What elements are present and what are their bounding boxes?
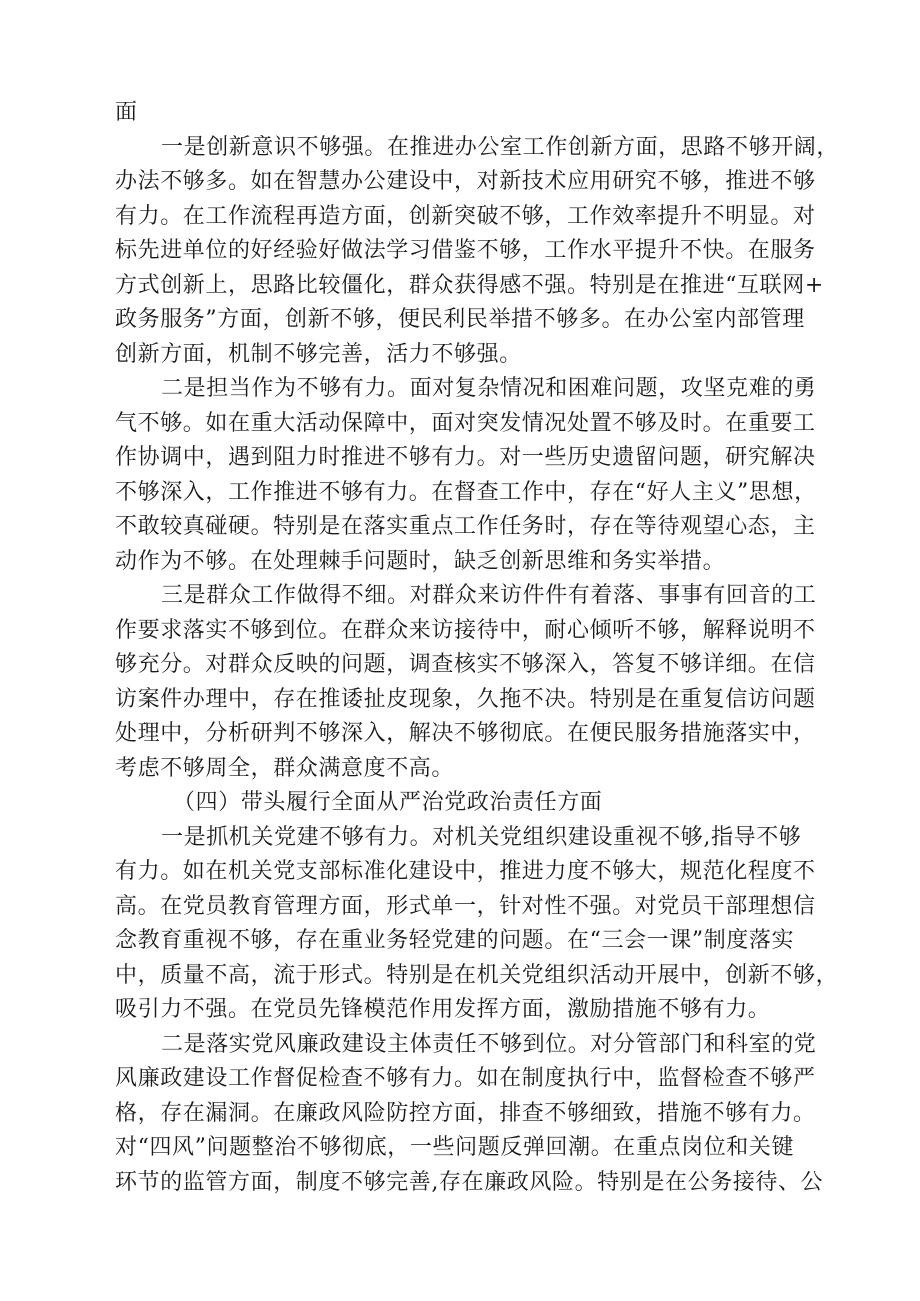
text-line: 不敢较真碰硬。特别是在落实重点工作任务时，存在等待观望心态，主: [115, 514, 816, 539]
text-line: 创新方面，机制不够完善，活力不够强。: [115, 341, 522, 367]
text-line: 一是抓机关党建不够有力。对机关党组织建设重视不够,指导不够: [161, 824, 802, 850]
text-line: 格，存在漏洞。在廉政风险防控方面，排查不够细致，措施不够有力。: [115, 1100, 816, 1126]
text-line: 中，质量不高，流于形式。特别是在机关党组织活动开展中，创新不够，: [115, 962, 839, 988]
text-line: 对“四风”问题整治不够彻底，一些问题反弹回潮。在重点岗位和关键: [115, 1135, 795, 1160]
text-line: 政务服务”方面，创新不够，便民利民举措不够多。在办公室内部管理: [115, 307, 805, 332]
text-line: 气不够。如在重大活动保障中，面对突发情况处置不够及时。在重要工: [115, 410, 816, 436]
text-line: 够充分。对群众反映的问题，调查核实不够深入，答复不够详细。在信: [115, 652, 816, 677]
text-line: 作协调中，遇到阻力时推进不够有力。对一些历史遗留问题，研究解决: [115, 445, 816, 470]
text-line: 动作为不够。在处理棘手问题时，缺乏创新思维和务实举措。: [115, 548, 726, 574]
text-line: 有力。在工作流程再造方面，创新突破不够，工作效率提升不明显。对: [115, 203, 816, 229]
text-line: 三是群众工作做得不细。对群众来访件件有着落、事事有回音的工: [161, 583, 817, 608]
text-line: 有力。如在机关党支部标准化建设中，推进力度不够大，规范化程度不: [115, 859, 816, 884]
text-line: 一是创新意识不够强。在推进办公室工作创新方面，思路不够开阔，: [161, 134, 840, 160]
text-line: 标先进单位的好经验好做法学习借鉴不够，工作水平提升不快。在服务: [115, 238, 816, 263]
text-line: 办法不够多。如在智慧办公建设中，对新技术应用研究不够，推进不够: [115, 169, 816, 194]
document-body: [115, 96, 840, 1200]
text-line: 二是担当作为不够有力。面对复杂情况和困难问题，攻坚克难的勇: [161, 376, 817, 401]
text-line: 环节的监管方面，制度不够完善,存在廉政风险。特别是在公务接待、公: [115, 1169, 824, 1195]
text-line: 作要求落实不够到位。在群众来访接待中，耐心倾听不够，解释说明不: [115, 617, 816, 643]
text-line: 方式创新上，思路比较僵化，群众获得感不强。特别是在推进“互联网+: [115, 272, 824, 298]
text-line: 高。在党员教育管理方面，形式单一，针对性不强。对党员干部理想信: [115, 893, 816, 919]
text-line: 处理中，分析研判不够深入，解决不够彻底。在便民服务措施落实中，: [115, 721, 816, 746]
text-line: 念教育重视不够，存在重业务轻党建的问题。在“三会一课”制度落实: [115, 928, 795, 953]
text-line: 风廉政建设工作督促检查不够有力。如在制度执行中，监督检查不够严: [115, 1066, 816, 1091]
text-line: 访案件办理中，存在推诿扯皮现象，久拖不决。特别是在重复信访问题: [115, 686, 816, 712]
text-line: 不够深入，工作推进不够有力。在督查工作中，存在“好人主义”思想，: [115, 479, 817, 505]
text-line: 吸引力不强。在党员先锋模范作用发挥方面，激励措施不够有力。: [115, 997, 771, 1022]
text-line: 二是落实党风廉政建设主体责任不够到位。对分管部门和科室的党: [161, 1031, 817, 1057]
text-line: 考虑不够周全，群众满意度不高。: [115, 755, 455, 781]
text-line: 面: [115, 100, 138, 125]
section-heading: （四）带头履行全面从严治党政治责任方面: [173, 790, 603, 815]
